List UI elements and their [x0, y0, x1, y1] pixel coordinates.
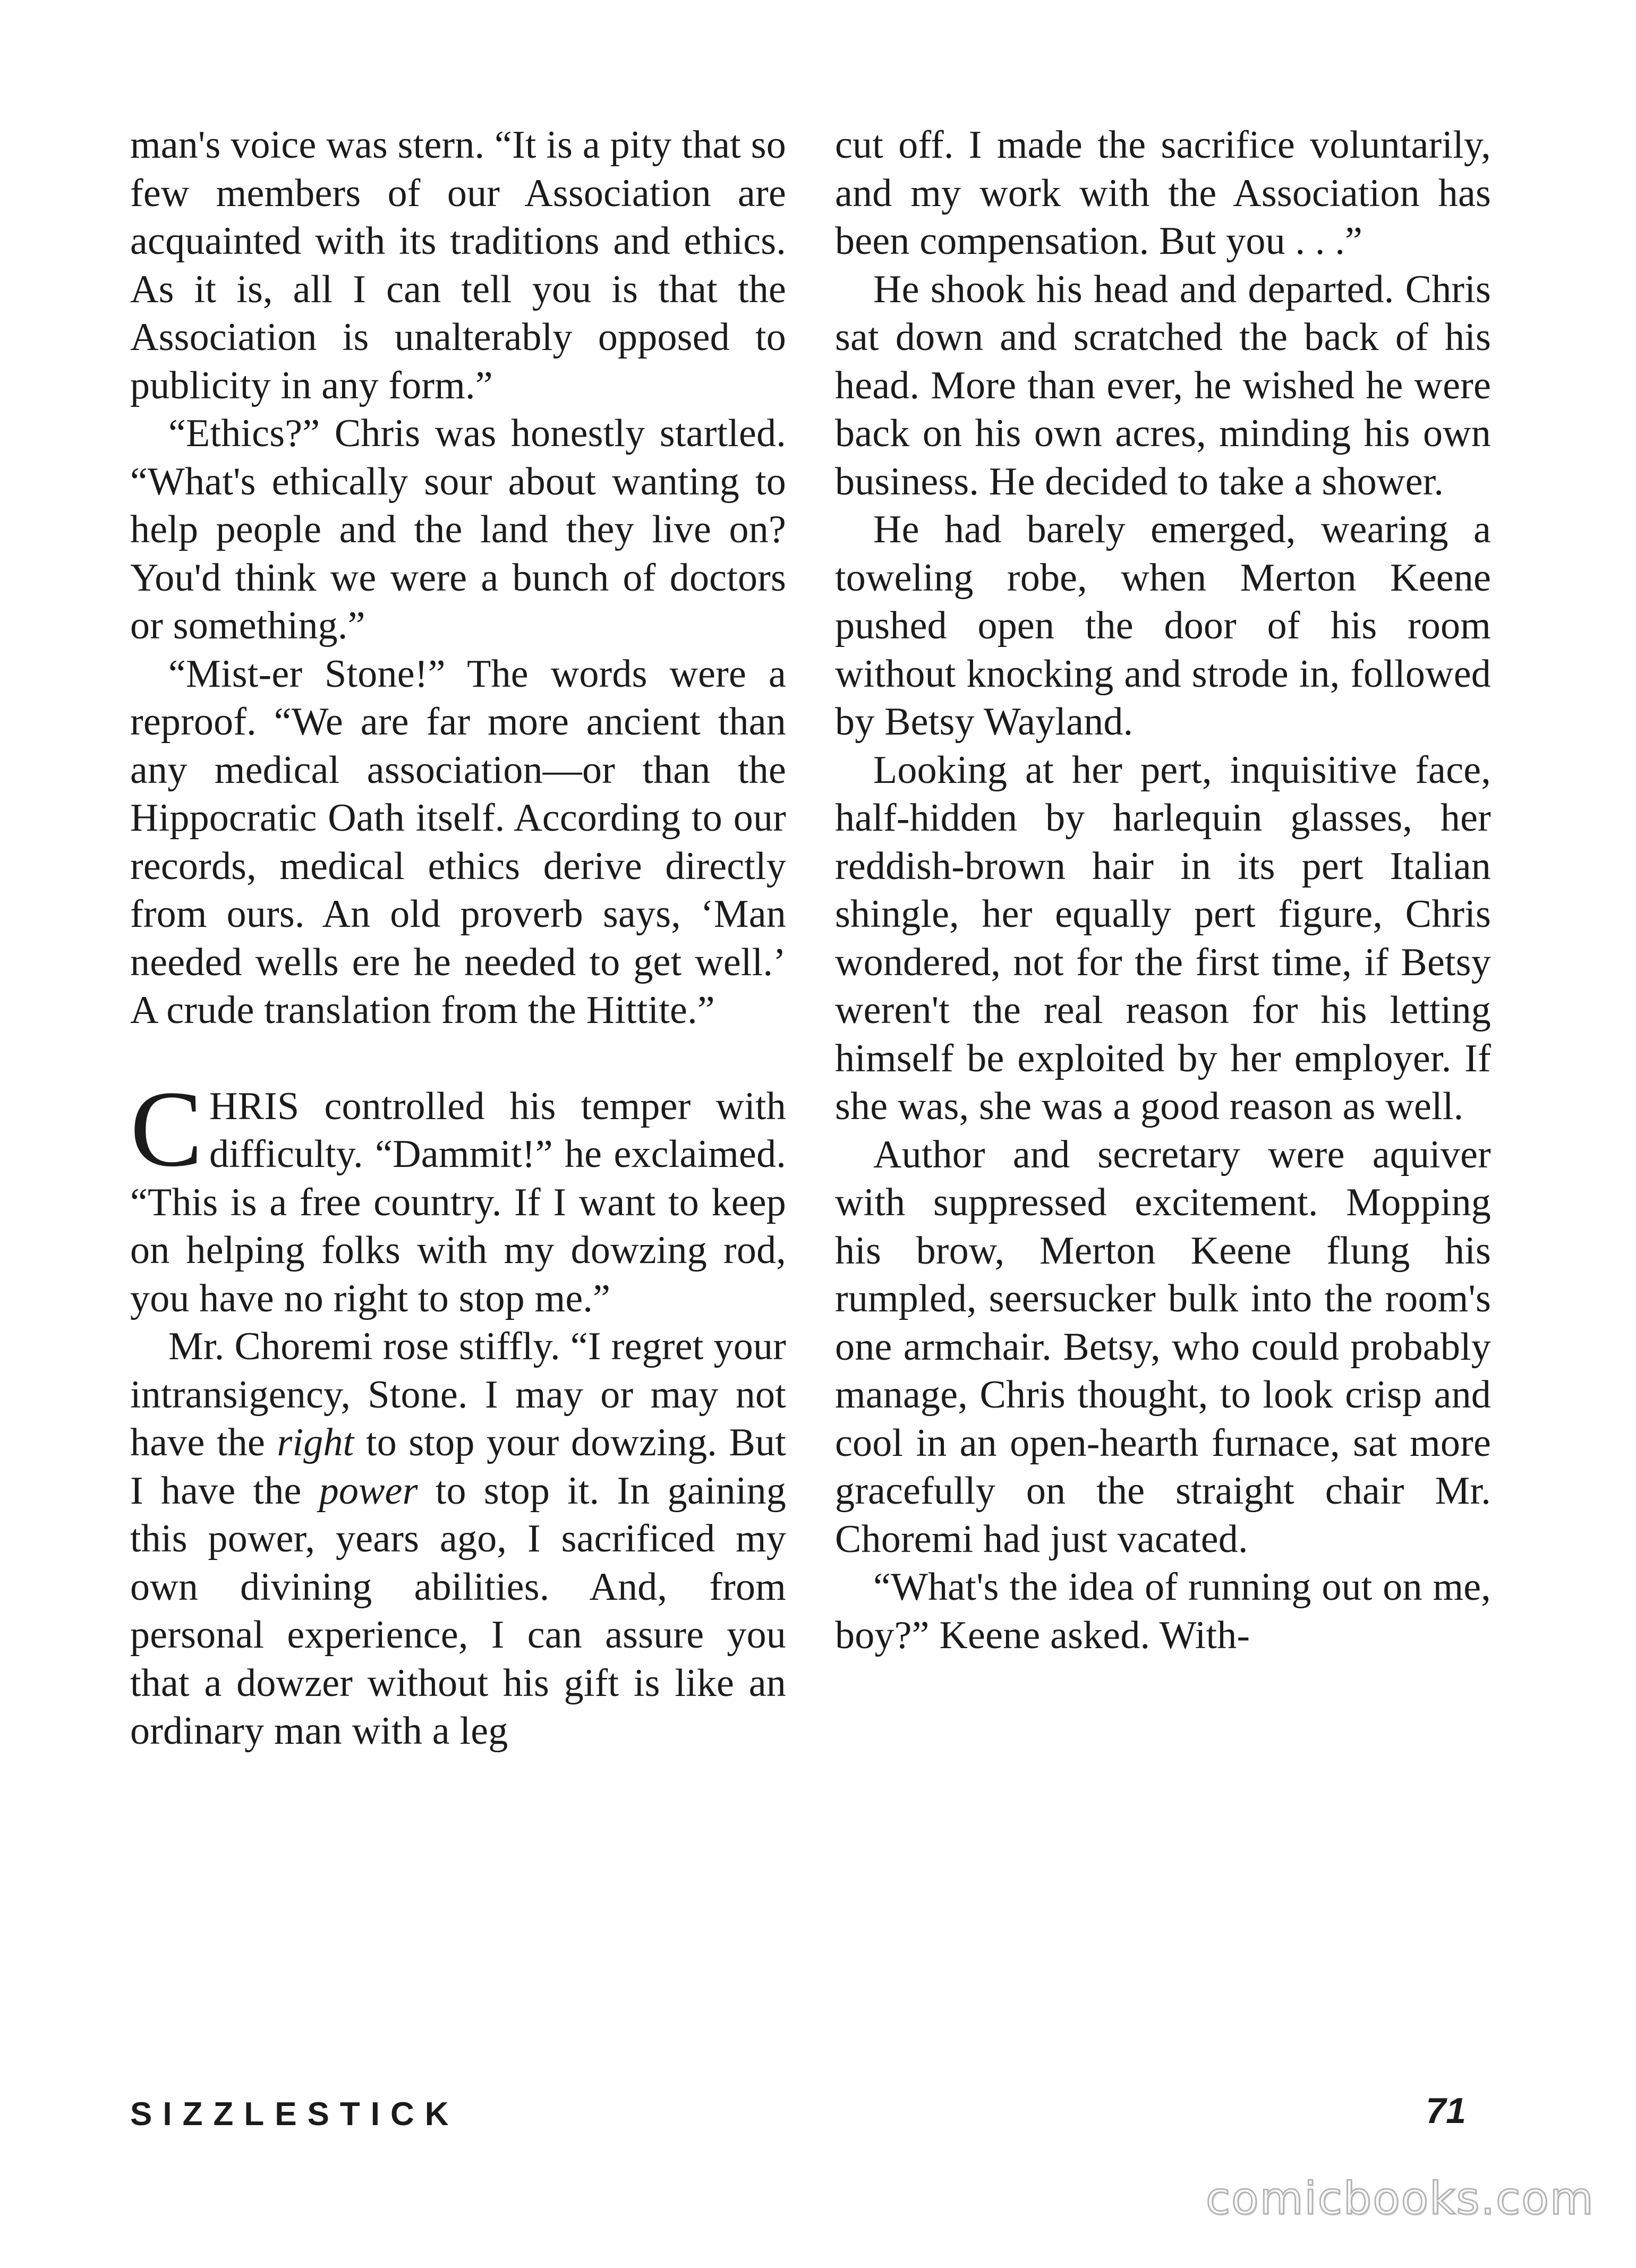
paragraph [130, 1323, 786, 1755]
right-column [835, 121, 1491, 1659]
paragraph-text: HRIS controlled his temper with difficulty. “Dammit!” he exclaimed. “This is a free country. If I want to keep on helping folks with my dowzing rod, you have no right to stop me.” [130, 1084, 786, 1320]
page-number: 71 [1426, 2091, 1466, 2131]
drop-cap: C [130, 1068, 203, 1189]
paragraph: man's voice was stern. “It is a pity that so few members of our Association are acquainted with its traditions and ethics. As it is, all I can tell you is that the Association is unalterably opposed to publicity in any form.” [130, 123, 786, 407]
paragraph-with-drop-cap [130, 1068, 786, 1323]
watermark: comicbooks.com [1206, 2172, 1595, 2224]
paragraph: Looking at her pert, inquisitive face, half-hidden by harlequin glasses, her reddish-brown hair in its pert Italian shingle, her equally pert figure, Chris wondered, not for the first time, if Betsy weren't the real reason for his letting himself be exploited by her employer. If she was, she was a good reason as well. [835, 748, 1491, 1128]
paragraph-text: Mr. Choremi rose stiffly. “I regret your intransigency, Stone. I may or may not have the [130, 1325, 786, 1464]
paragraph: cut off. I made the sacrifice voluntarily, and my work with the Association has been compensation. But you . . .” [835, 123, 1491, 263]
paragraph: “What's the idea of running out on me, boy?” Keene asked. With- [835, 1565, 1491, 1657]
paragraph: “Ethics?” Chris was honestly startled. “What's ethically sour about wanting to help people and the land they live on? You'd think we were a bunch of doctors or something.” [130, 412, 786, 647]
paragraph-text: to stop your dowzing. But I have the [130, 1421, 786, 1513]
emphasis: right [277, 1421, 354, 1464]
running-footer-title: SIZZLESTICK [130, 2096, 459, 2133]
left-column [130, 121, 786, 1755]
paragraph: He shook his head and departed. Chris sat down and scratched the back of his head. More than ever, he wished he were back on his own acres, minding his own business. He decided to take a shower. [835, 267, 1491, 504]
emphasis: power [319, 1469, 418, 1513]
paragraph: “Mist-er Stone!” The words were a reproof. “We are far more ancient than any medical association—or than the Hippocratic Oath itself. According to our records, medical ethics derive directly from ours. An old proverb says, ‘Man needed wells ere he needed to get well.’ A crude translation from the Hittite.” [130, 652, 786, 1032]
paragraph: He had barely emerged, wearing a toweling robe, when Merton Keene pushed open the door of his room without knocking and strode in, followed by Betsy Wayland. [835, 508, 1491, 744]
paragraph: Author and secretary were aquiver with suppressed excitement. Mopping his brow, Merton Keene flung his rumpled, seersucker bulk into the room's one armchair. Betsy, who could probably manage, Chris thought, to look crisp and cool in an open-hearth furnace, sat more gracefully on the straight chair Mr. Choremi had just vacated. [835, 1132, 1491, 1561]
paragraph-text: to stop it. In gaining this power, years ago, I sacrificed my own divining abilities. And, from personal experience, I can assure you that a dowzer without his gift is like an ordinary man with a leg [130, 1469, 787, 1753]
